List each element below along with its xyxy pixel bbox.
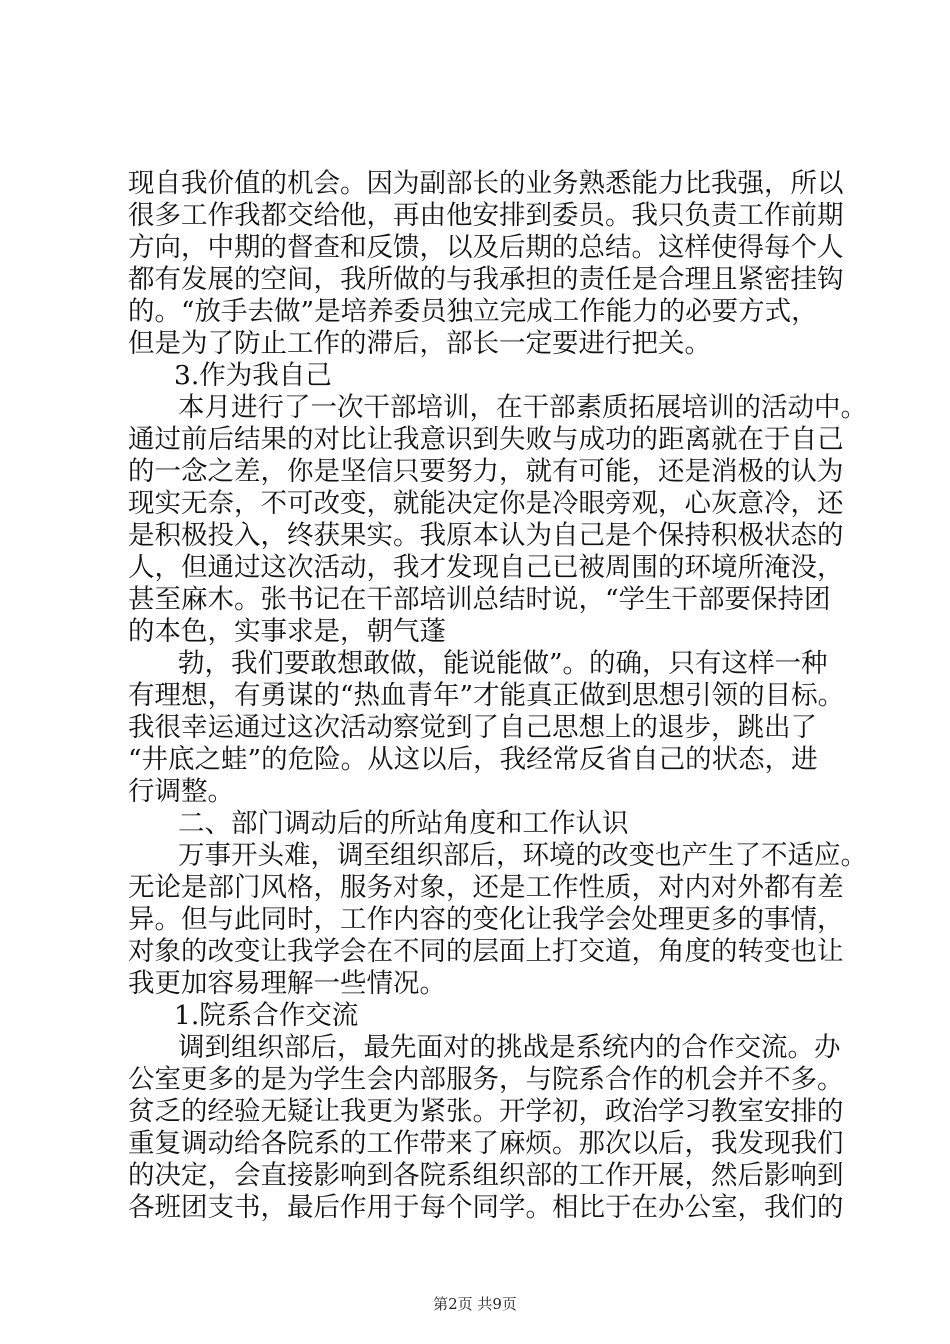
text-line: 我很幸运通过这次活动察觉到了自己思想上的退步，跳出了 (128, 712, 817, 743)
text-line: 勃，我们要敢想敢做，能说能做”。的确，只有这样一种 (178, 648, 828, 679)
text-line: 调到组织部后，最先面对的挑战是系统内的合作交流。办 (178, 1032, 841, 1063)
text-line: 无论是部门风格，服务对象，还是工作性质，对内对外都有差 (128, 872, 844, 903)
text-line: 公室更多的是为学生会内部服务，与院系合作的机会并不多。 (128, 1064, 844, 1095)
text-line: 的一念之差，你是坚信只要努力，就有可能，还是消极的认为 (128, 456, 844, 487)
text-line: 行调整。 (128, 776, 234, 807)
text-line: 异。但与此同时，工作内容的变化让我学会处理更多的事情， (128, 904, 844, 935)
text-line: 但是为了防止工作的滞后，部长一定要进行把关。 (128, 328, 711, 359)
text-line: 现实无奈，不可改变，就能决定你是冷眼旁观，心灰意冷，还 (128, 488, 844, 519)
page-footer: 第2页 共9页 (433, 1295, 517, 1313)
text-line: “井底之蛙”的危险。从这以后，我经常反省自己的状态，进 (128, 744, 818, 775)
text-line: 二、部门调动后的所站角度和工作认识 (178, 808, 629, 839)
text-line: 本月进行了一次干部培训，在干部素质拓展培训的活动中。 (178, 392, 867, 423)
text-line: 我更加容易理解一些情况。 (128, 968, 446, 999)
text-line: 是积极投入，终获果实。我原本认为自己是个保持积极状态的 (128, 520, 844, 551)
text-line: 方向，中期的督查和反馈，以及后期的总结。这样使得每个人 (128, 232, 844, 263)
text-line: 1.院系合作交流 (174, 1000, 359, 1031)
text-line: 重复调动给各院系的工作带来了麻烦。那次以后，我发现我们 (128, 1128, 844, 1159)
text-line: 对象的改变让我学会在不同的层面上打交道，角度的转变也让 (128, 936, 844, 967)
text-line: 万事开头难，调至组织部后，环境的改变也产生了不适应。 (178, 840, 867, 871)
text-line: 各班团支书，最后作用于每个同学。相比于在办公室，我们的 (128, 1192, 844, 1223)
text-line: 甚至麻木。张书记在干部培训总结时说，“学生干部要保持团 (128, 584, 831, 615)
text-line: 3.作为我自己 (174, 360, 332, 391)
text-line: 很多工作我都交给他，再由他安排到委员。我只负责工作前期 (128, 200, 844, 231)
text-line: 的。“放手去做”是培养委员独立完成工作能力的必要方式， (128, 296, 818, 327)
text-line: 贫乏的经验无疑让我更为紧张。开学初，政治学习教室安排的 (128, 1096, 844, 1127)
text-line: 通过前后结果的对比让我意识到失败与成功的距离就在于自己 (128, 424, 844, 455)
text-line: 人，但通过这次活动，我才发现自己已被周围的环境所淹没， (128, 552, 844, 583)
text-line: 的决定，会直接影响到各院系组织部的工作开展，然后影响到 (128, 1160, 844, 1191)
text-line: 现自我价值的机会。因为副部长的业务熟悉能力比我强，所以 (128, 168, 844, 199)
text-line: 都有发展的空间，我所做的与我承担的责任是合理且紧密挂钩 (128, 264, 844, 295)
text-line: 有理想，有勇谋的“热血青年”才能真正做到思想引领的目标。 (128, 680, 845, 711)
text-line: 的本色，实事求是，朝气蓬 (128, 616, 446, 647)
